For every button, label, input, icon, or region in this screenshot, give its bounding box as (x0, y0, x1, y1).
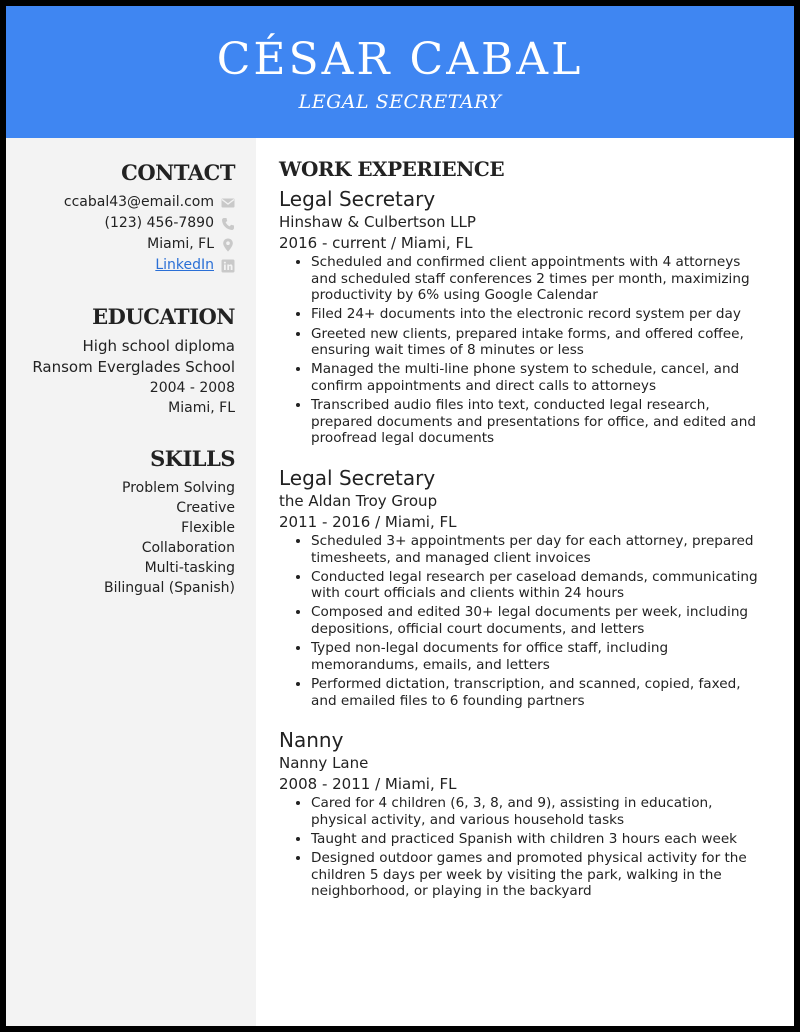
job-bullet: • Transcribed audio files into text, conducted legal research, prepared documents and presentations for office, and edited and proofread legal documents (311, 397, 759, 447)
resume-header (6, 6, 794, 138)
job-bullet: • Scheduled 3+ appointments per day for each attorney, prepared timesheets, and managed client invoices (311, 533, 759, 566)
linkedin-icon (221, 259, 235, 273)
contact-linkedin (10, 255, 235, 276)
job-bullet: • Cared for 4 children (6, 3, 8, and 9), assisting in education, physical activity, and various household tasks (311, 795, 759, 828)
location-text: Miami, FL (147, 236, 214, 252)
job-bullets (279, 254, 759, 447)
job-bullet: • Greeted new clients, prepared intake forms, and offered coffee, ensuring wait times of 8 minutes or less (311, 326, 759, 359)
candidate-title: LEGAL SECRETARY (298, 91, 502, 113)
job-bullet: • Scheduled and confirmed client appointments with 4 attorneys and scheduled staff conferences 2 times per month, maximizing productivity by 6% using Google Calendar (311, 254, 759, 304)
skill-item: Problem Solving (122, 480, 235, 496)
skill-item: Collaboration (141, 540, 235, 556)
skill-item: Flexible (181, 520, 235, 536)
sidebar (6, 138, 256, 1026)
contact-email (10, 192, 235, 213)
contact-phone (10, 213, 235, 234)
candidate-name: CÉSAR CABAL (216, 34, 584, 85)
job-bullets (279, 533, 759, 709)
skill-item: Multi-tasking (144, 560, 235, 576)
linkedin-link[interactable]: LinkedIn (155, 257, 214, 273)
job-bullet: • Performed dictation, transcription, and scanned, copied, faxed, and emailed files to 6 founding partners (311, 676, 759, 709)
job-bullet: • Filed 24+ documents into the electronic record system per day (311, 306, 759, 323)
job-dates-location: 2011 - 2016 / Miami, FL (279, 512, 457, 531)
skills-heading: SKILLS (150, 446, 235, 471)
job-company: Nanny Lane (279, 754, 369, 773)
job-entry (279, 465, 759, 709)
job-entry (279, 727, 759, 900)
education-location: Miami, FL (168, 400, 235, 416)
phone-text: (123) 456-7890 (104, 215, 214, 231)
job-dates-location: 2008 - 2011 / Miami, FL (279, 775, 457, 794)
job-bullet: • Conducted legal research per caseload demands, communicating with court officials and clients within 24 hours (311, 569, 759, 602)
job-company: the Aldan Troy Group (279, 491, 438, 510)
contact-location (10, 234, 235, 255)
job-company: Hinshaw & Culbertson LLP (279, 213, 476, 231)
education-years: 2004 - 2008 (149, 380, 235, 396)
job-bullets (279, 795, 759, 900)
job-dates-location: 2016 - current / Miami, FL (279, 234, 473, 252)
job-bullet: • Managed the multi-line phone system to schedule, cancel, and confirm appointments and direct calls to attorneys (311, 361, 759, 394)
education-degree: High school diploma (82, 337, 235, 355)
work-experience-heading: WORK EXPERIENCE (279, 157, 505, 181)
education-heading: EDUCATION (92, 304, 235, 329)
job-bullet: • Composed and edited 30+ legal documents per week, including depositions, official court documents, and letters (311, 604, 759, 637)
skill-item: Bilingual (Spanish) (103, 580, 235, 596)
contact-heading: CONTACT (121, 160, 235, 185)
job-bullet: • Designed outdoor games and promoted physical activity for the children 5 days per week by visiting the park, walking in the neighborhood, or playing in the backyard (311, 850, 759, 900)
job-entry (279, 186, 759, 447)
resume-page (6, 6, 794, 1026)
phone-icon (221, 217, 235, 231)
email-text: ccabal43@email.com (63, 194, 214, 210)
job-title: Legal Secretary (279, 187, 436, 211)
job-title: Legal Secretary (279, 465, 436, 490)
main-content (279, 156, 759, 918)
job-bullet: • Taught and practiced Spanish with children 3 hours each week (311, 831, 759, 848)
envelope-icon (221, 196, 235, 210)
job-title: Nanny (279, 728, 344, 753)
education-school: Ransom Everglades School (32, 358, 235, 376)
map-pin-icon (221, 238, 235, 252)
skill-item: Creative (176, 500, 235, 516)
job-bullet: • Typed non-legal documents for office staff, including memorandums, emails, and letters (311, 640, 759, 673)
